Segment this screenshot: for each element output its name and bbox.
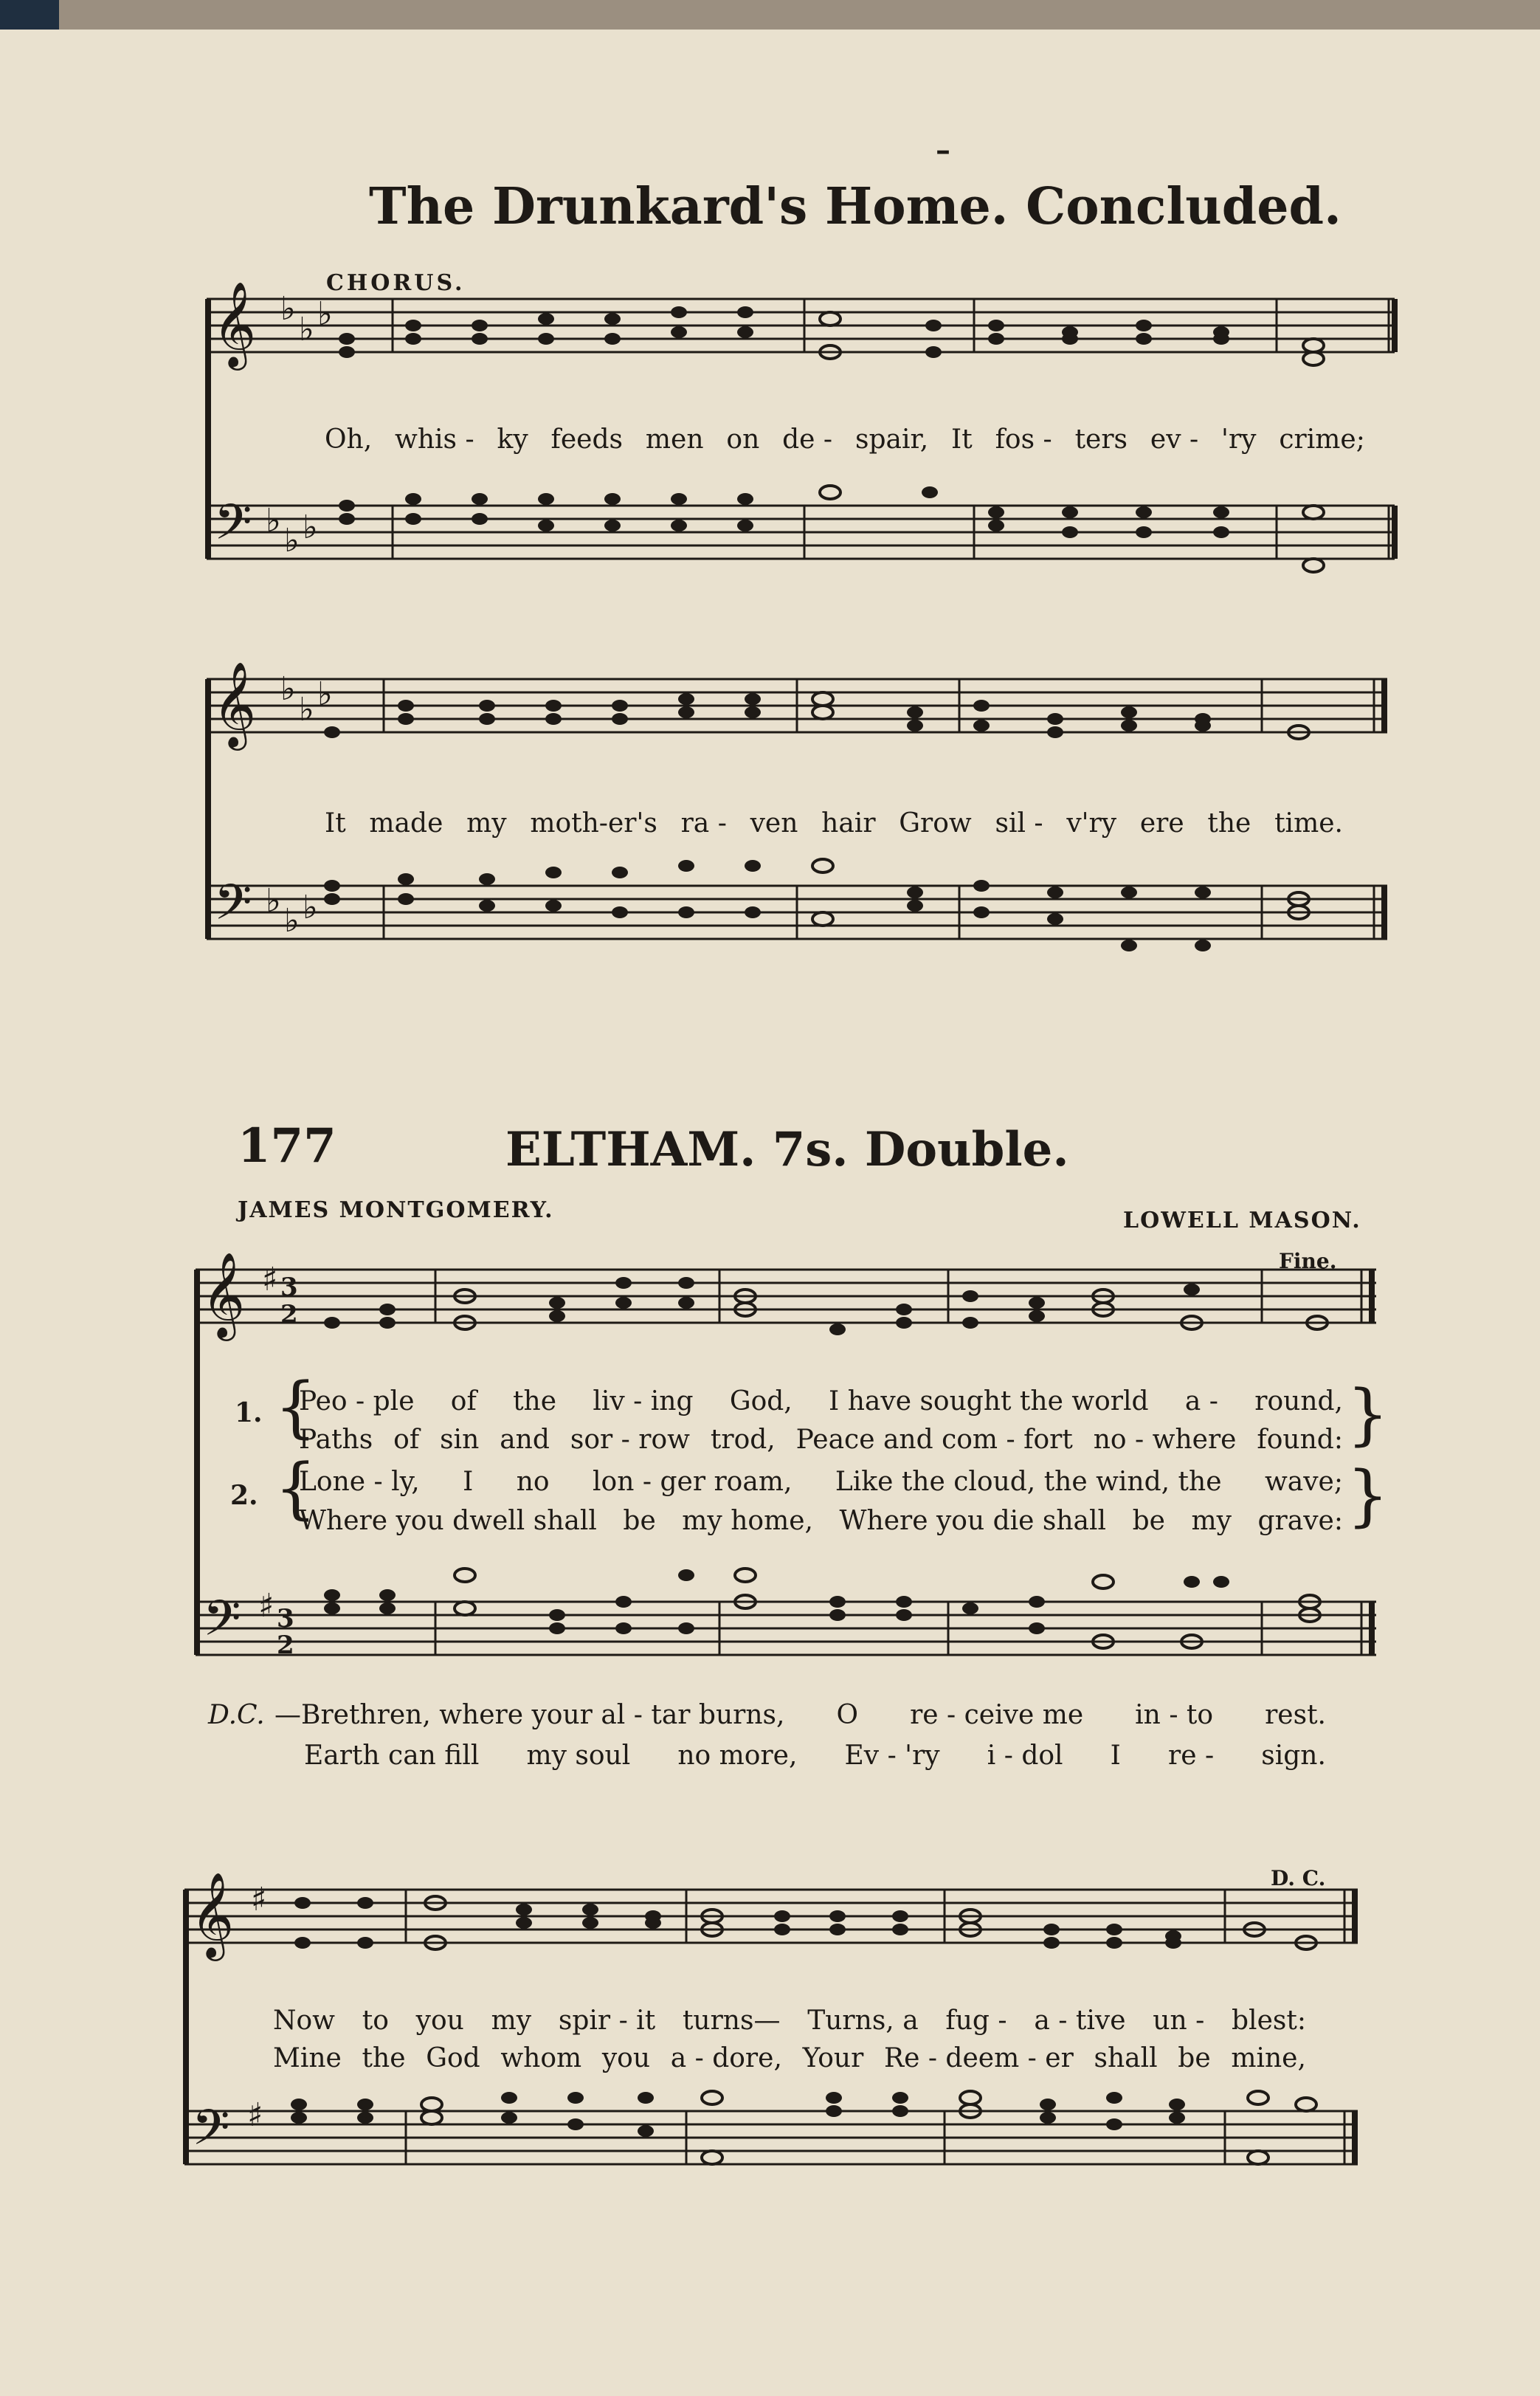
svg-text:𝄞: 𝄞 — [201, 1251, 246, 1338]
svg-text:♭: ♭ — [284, 902, 300, 940]
treble-staff — [207, 299, 1395, 352]
svg-text:♭: ♭ — [266, 882, 281, 920]
svg-text:𝄢: 𝄢 — [192, 2099, 230, 2168]
svg-text:♭: ♭ — [284, 522, 300, 560]
dc-marker: D. C. — [1271, 1866, 1326, 1890]
verse1-line1: Peo - ple of the liv - ing God, I have sought the world a - round, — [299, 1386, 1343, 1416]
page-top-edge — [0, 0, 1540, 30]
page-dash: – — [936, 133, 950, 168]
svg-text:𝄢: 𝄢 — [214, 874, 252, 943]
fine-marker: Fine. — [1279, 1249, 1337, 1273]
bottom-lyric-line-2: Mine the God whom you a - dore, Your Re - deem - er shall be mine, — [273, 2043, 1306, 2073]
hymn-title: ELTHAM. 7s. Double. — [505, 1122, 1069, 1177]
dc-line-label: D.C. — [208, 1700, 265, 1730]
svg-text:♯: ♯ — [251, 1881, 267, 1918]
svg-text:♭: ♭ — [299, 691, 314, 729]
svg-text:♭: ♭ — [299, 311, 314, 348]
svg-text:𝄞: 𝄞 — [190, 1871, 235, 1958]
brace-verse-2: { — [274, 1450, 317, 1527]
svg-text:2: 2 — [280, 1300, 298, 1329]
svg-text:♭: ♭ — [317, 295, 333, 333]
section1-lyric-line-1: Oh, whis - ky feeds men on de - spair, It fos - ters ev - 'ry crime; — [325, 424, 1365, 455]
svg-text:♯: ♯ — [258, 1587, 274, 1625]
svg-text:2: 2 — [277, 1631, 294, 1660]
svg-text:𝄢: 𝄢 — [203, 1590, 241, 1659]
verse1-line2: Paths of sin and sor - row trod, Peace and com - fort no - where found: — [299, 1425, 1343, 1455]
svg-text:3: 3 — [280, 1273, 298, 1302]
svg-text:𝄞: 𝄞 — [213, 661, 257, 747]
section1-lyric-line-2: It made my moth-er's ra - ven hair Grow sil - v'ry ere the time. — [325, 808, 1343, 839]
verse2-line2: Where you dwell shall be my home, Where you die shall be my grave: — [299, 1506, 1343, 1536]
svg-text:♭: ♭ — [280, 670, 296, 708]
svg-text:♭: ♭ — [266, 502, 281, 540]
verse-number-1: 1. — [235, 1397, 263, 1428]
svg-text:♭: ♭ — [317, 675, 333, 713]
svg-text:3: 3 — [277, 1604, 294, 1634]
bottom-lyric-line-1: Now to you my spir - it turns— Turns, a fug - a - tive un - blest: — [273, 2006, 1306, 2036]
svg-text:♯: ♯ — [247, 2096, 263, 2134]
brace-verse-1-right: } — [1347, 1376, 1389, 1453]
verse2-line1: Lone - ly, I no lon - ger roam, Like the cloud, the wind, the wave; — [299, 1467, 1343, 1497]
composer-credit: LOWELL MASON. — [1123, 1208, 1361, 1233]
svg-text:♭: ♭ — [303, 889, 318, 926]
verse-number-2: 2. — [230, 1480, 258, 1511]
author-credit: JAMES MONTGOMERY. — [238, 1197, 554, 1223]
chorus-label: CHORUS. — [326, 270, 466, 296]
treble-clef: 𝄞 — [213, 280, 257, 367]
svg-text:♭: ♭ — [303, 509, 318, 546]
section1-title: The Drunkard's Home. Concluded. — [369, 177, 1342, 236]
bass-clef: 𝄢 — [214, 494, 252, 562]
svg-text:♯: ♯ — [262, 1261, 278, 1298]
brace-verse-2-right: } — [1347, 1457, 1389, 1535]
dc-lyric-line-2: Earth can fill my soul no more, Ev - 'ry i - dol I re - sign. — [304, 1741, 1326, 1771]
dc-lyric-line-1: —Brethren, where your al - tar burns, O re - ceive me in - to rest. — [274, 1700, 1326, 1730]
brace-verse-1: { — [274, 1369, 317, 1446]
hymn-number: 177 — [238, 1118, 336, 1174]
svg-text:♭: ♭ — [280, 290, 296, 328]
